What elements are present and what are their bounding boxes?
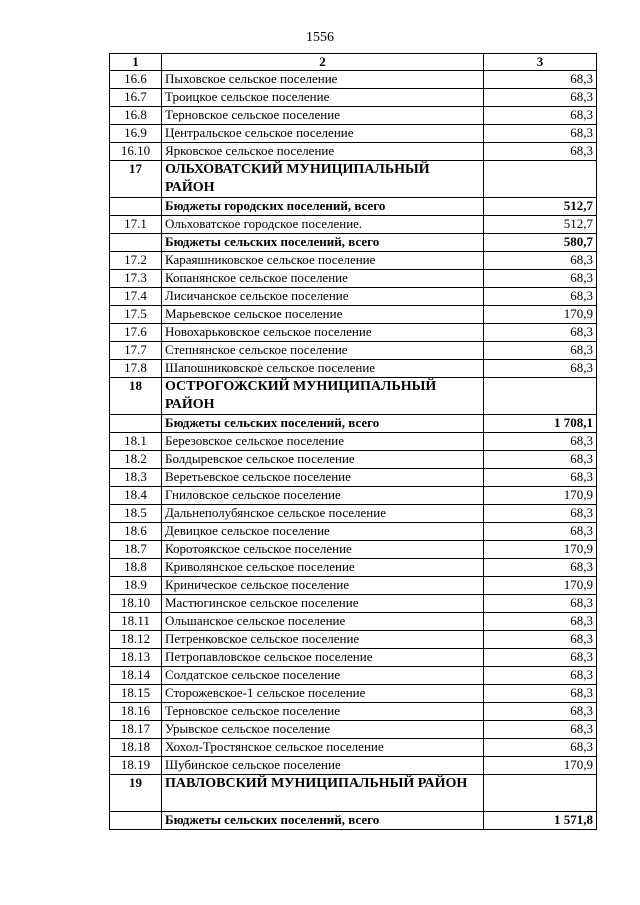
row-name: Марьевское сельское поселение bbox=[162, 306, 484, 324]
row-number: 18.3 bbox=[110, 469, 162, 487]
row-name: Ярковское сельское поселение bbox=[162, 143, 484, 161]
row-number: 16.7 bbox=[110, 89, 162, 107]
row-name: Новохарьковское сельское поселение bbox=[162, 324, 484, 342]
table-row bbox=[110, 631, 597, 649]
row-number bbox=[110, 812, 162, 830]
row-value: 68,3 bbox=[484, 559, 597, 577]
row-number: 18.19 bbox=[110, 757, 162, 775]
row-name: Дальнеполубянское сельское поселение bbox=[162, 505, 484, 523]
row-name: Караяшниковское сельское поселение bbox=[162, 252, 484, 270]
row-value: 68,3 bbox=[484, 703, 597, 721]
row-name: ПАВЛОВСКИЙ МУНИЦИПАЛЬНЫЙ РАЙОН bbox=[162, 775, 484, 812]
row-number: 18.13 bbox=[110, 649, 162, 667]
district-row bbox=[110, 378, 597, 415]
table-row bbox=[110, 613, 597, 631]
table-row bbox=[110, 703, 597, 721]
table-row bbox=[110, 505, 597, 523]
table-row bbox=[110, 107, 597, 125]
table-row bbox=[110, 487, 597, 505]
table-header-row bbox=[110, 54, 597, 71]
header-col-3: 3 bbox=[484, 54, 597, 71]
row-name: Шапошниковское сельское поселение bbox=[162, 360, 484, 378]
row-name: Сторожевское-1 сельское поселение bbox=[162, 685, 484, 703]
district-row bbox=[110, 775, 597, 812]
row-number: 18.10 bbox=[110, 595, 162, 613]
row-value bbox=[484, 161, 597, 198]
table-row bbox=[110, 71, 597, 89]
row-value: 68,3 bbox=[484, 451, 597, 469]
table-row bbox=[110, 523, 597, 541]
row-number: 17.8 bbox=[110, 360, 162, 378]
row-name: Терновское сельское поселение bbox=[162, 703, 484, 721]
row-number: 18.1 bbox=[110, 433, 162, 451]
table-row bbox=[110, 595, 597, 613]
row-value: 68,3 bbox=[484, 685, 597, 703]
row-name: Петропавловское сельское поселение bbox=[162, 649, 484, 667]
row-number: 18.6 bbox=[110, 523, 162, 541]
row-value: 170,9 bbox=[484, 757, 597, 775]
row-value bbox=[484, 378, 597, 415]
row-value: 68,3 bbox=[484, 143, 597, 161]
row-value: 170,9 bbox=[484, 306, 597, 324]
table-row bbox=[110, 685, 597, 703]
row-name: Ольшанское сельское поселение bbox=[162, 613, 484, 631]
table-row bbox=[110, 143, 597, 161]
row-value: 512,7 bbox=[484, 216, 597, 234]
district-row bbox=[110, 161, 597, 198]
row-name: Березовское сельское поселение bbox=[162, 433, 484, 451]
row-value: 68,3 bbox=[484, 469, 597, 487]
table-row bbox=[110, 324, 597, 342]
row-number: 18.16 bbox=[110, 703, 162, 721]
table-row bbox=[110, 469, 597, 487]
row-name: Шубинское сельское поселение bbox=[162, 757, 484, 775]
table-row bbox=[110, 559, 597, 577]
row-number: 16.6 bbox=[110, 71, 162, 89]
header-col-1: 1 bbox=[110, 54, 162, 71]
row-value: 68,3 bbox=[484, 649, 597, 667]
row-name: Криничеcкое сельское поселение bbox=[162, 577, 484, 595]
row-value: 170,9 bbox=[484, 541, 597, 559]
table-row bbox=[110, 667, 597, 685]
budget-table bbox=[109, 53, 597, 830]
page-number: 1556 bbox=[306, 30, 334, 45]
row-name: Бюджеты сельских поселений, всего bbox=[162, 415, 484, 433]
row-name: Бюджеты сельских поселений, всего bbox=[162, 812, 484, 830]
table-row bbox=[110, 451, 597, 469]
header-col-2: 2 bbox=[162, 54, 484, 71]
table-row bbox=[110, 577, 597, 595]
row-name: Гниловское сельское поселение bbox=[162, 487, 484, 505]
row-number: 17.7 bbox=[110, 342, 162, 360]
table-row bbox=[110, 360, 597, 378]
row-number: 17.3 bbox=[110, 270, 162, 288]
row-value: 1 571,8 bbox=[484, 812, 597, 830]
table-row bbox=[110, 270, 597, 288]
table-row bbox=[110, 306, 597, 324]
table-body bbox=[110, 71, 597, 830]
row-value: 68,3 bbox=[484, 667, 597, 685]
row-name: Веретьевское сельское поселение bbox=[162, 469, 484, 487]
row-number: 18.12 bbox=[110, 631, 162, 649]
row-name: Мастюгинское сельское поселение bbox=[162, 595, 484, 613]
row-number: 18.2 bbox=[110, 451, 162, 469]
row-number: 18.11 bbox=[110, 613, 162, 631]
row-name: Солдатское сельское поселение bbox=[162, 667, 484, 685]
row-name: Терновское сельское поселение bbox=[162, 107, 484, 125]
row-number: 17.6 bbox=[110, 324, 162, 342]
row-value: 68,3 bbox=[484, 324, 597, 342]
row-number: 19 bbox=[110, 775, 162, 812]
row-number: 18.17 bbox=[110, 721, 162, 739]
row-value: 68,3 bbox=[484, 595, 597, 613]
row-number: 18.8 bbox=[110, 559, 162, 577]
row-name: Бюджеты городских поселений, всего bbox=[162, 198, 484, 216]
table-row bbox=[110, 541, 597, 559]
row-name: Пыховское сельское поселение bbox=[162, 71, 484, 89]
row-name: Копанянское сельское поселение bbox=[162, 270, 484, 288]
row-value: 68,3 bbox=[484, 270, 597, 288]
row-number: 16.9 bbox=[110, 125, 162, 143]
row-value: 68,3 bbox=[484, 89, 597, 107]
row-name: ОСТРОГОЖСКИЙ МУНИЦИПАЛЬНЫЙ РАЙОН bbox=[162, 378, 484, 415]
row-value: 68,3 bbox=[484, 433, 597, 451]
row-name: Болдыревское сельское поселение bbox=[162, 451, 484, 469]
row-value bbox=[484, 775, 597, 812]
table-row bbox=[110, 739, 597, 757]
row-name: Петренковское сельское поселение bbox=[162, 631, 484, 649]
table-row bbox=[110, 288, 597, 306]
row-value: 68,3 bbox=[484, 739, 597, 757]
row-number: 18 bbox=[110, 378, 162, 415]
row-name: Троицкое сельское поселение bbox=[162, 89, 484, 107]
row-number: 18.15 bbox=[110, 685, 162, 703]
row-value: 68,3 bbox=[484, 71, 597, 89]
row-value: 512,7 bbox=[484, 198, 597, 216]
row-name: Степнянское сельское поселение bbox=[162, 342, 484, 360]
row-number: 18.4 bbox=[110, 487, 162, 505]
row-name: Хохол-Тростянское сельское поселение bbox=[162, 739, 484, 757]
table-row bbox=[110, 342, 597, 360]
table-row bbox=[110, 216, 597, 234]
row-number: 18.9 bbox=[110, 577, 162, 595]
row-name: Лисичанское сельское поселение bbox=[162, 288, 484, 306]
row-value: 1 708,1 bbox=[484, 415, 597, 433]
row-name: Ольховатское городское поселение. bbox=[162, 216, 484, 234]
row-number: 17.5 bbox=[110, 306, 162, 324]
row-value: 68,3 bbox=[484, 523, 597, 541]
row-value: 170,9 bbox=[484, 487, 597, 505]
row-value: 68,3 bbox=[484, 252, 597, 270]
row-name: Центральское сельское поселение bbox=[162, 125, 484, 143]
row-value: 68,3 bbox=[484, 288, 597, 306]
row-number: 17.4 bbox=[110, 288, 162, 306]
row-value: 68,3 bbox=[484, 360, 597, 378]
row-number: 17.2 bbox=[110, 252, 162, 270]
row-number: 18.5 bbox=[110, 505, 162, 523]
row-number: 18.14 bbox=[110, 667, 162, 685]
row-value: 68,3 bbox=[484, 721, 597, 739]
subtotal-row bbox=[110, 415, 597, 433]
table-row bbox=[110, 252, 597, 270]
row-number bbox=[110, 198, 162, 216]
table-row bbox=[110, 757, 597, 775]
row-number bbox=[110, 415, 162, 433]
row-number: 18.18 bbox=[110, 739, 162, 757]
row-value: 68,3 bbox=[484, 613, 597, 631]
row-value: 68,3 bbox=[484, 505, 597, 523]
row-name: Криволянское сельское поселение bbox=[162, 559, 484, 577]
row-value: 68,3 bbox=[484, 107, 597, 125]
row-name: Бюджеты сельских поселений, всего bbox=[162, 234, 484, 252]
row-number: 16.8 bbox=[110, 107, 162, 125]
subtotal-row bbox=[110, 812, 597, 830]
table-row bbox=[110, 125, 597, 143]
row-number: 17 bbox=[110, 161, 162, 198]
row-value: 170,9 bbox=[484, 577, 597, 595]
subtotal-row bbox=[110, 198, 597, 216]
table-row bbox=[110, 433, 597, 451]
row-name: Урывское сельское поселение bbox=[162, 721, 484, 739]
row-number bbox=[110, 234, 162, 252]
row-name: Коротоякское сельское поселение bbox=[162, 541, 484, 559]
row-number: 18.7 bbox=[110, 541, 162, 559]
row-name: Девицкое сельское поселение bbox=[162, 523, 484, 541]
row-number: 17.1 bbox=[110, 216, 162, 234]
row-number: 16.10 bbox=[110, 143, 162, 161]
row-value: 580,7 bbox=[484, 234, 597, 252]
row-name: ОЛЬХОВАТСКИЙ МУНИЦИПАЛЬНЫЙ РАЙОН bbox=[162, 161, 484, 198]
table-row bbox=[110, 649, 597, 667]
table-row bbox=[110, 721, 597, 739]
subtotal-row bbox=[110, 234, 597, 252]
row-value: 68,3 bbox=[484, 125, 597, 143]
row-value: 68,3 bbox=[484, 631, 597, 649]
row-value: 68,3 bbox=[484, 342, 597, 360]
table-row bbox=[110, 89, 597, 107]
